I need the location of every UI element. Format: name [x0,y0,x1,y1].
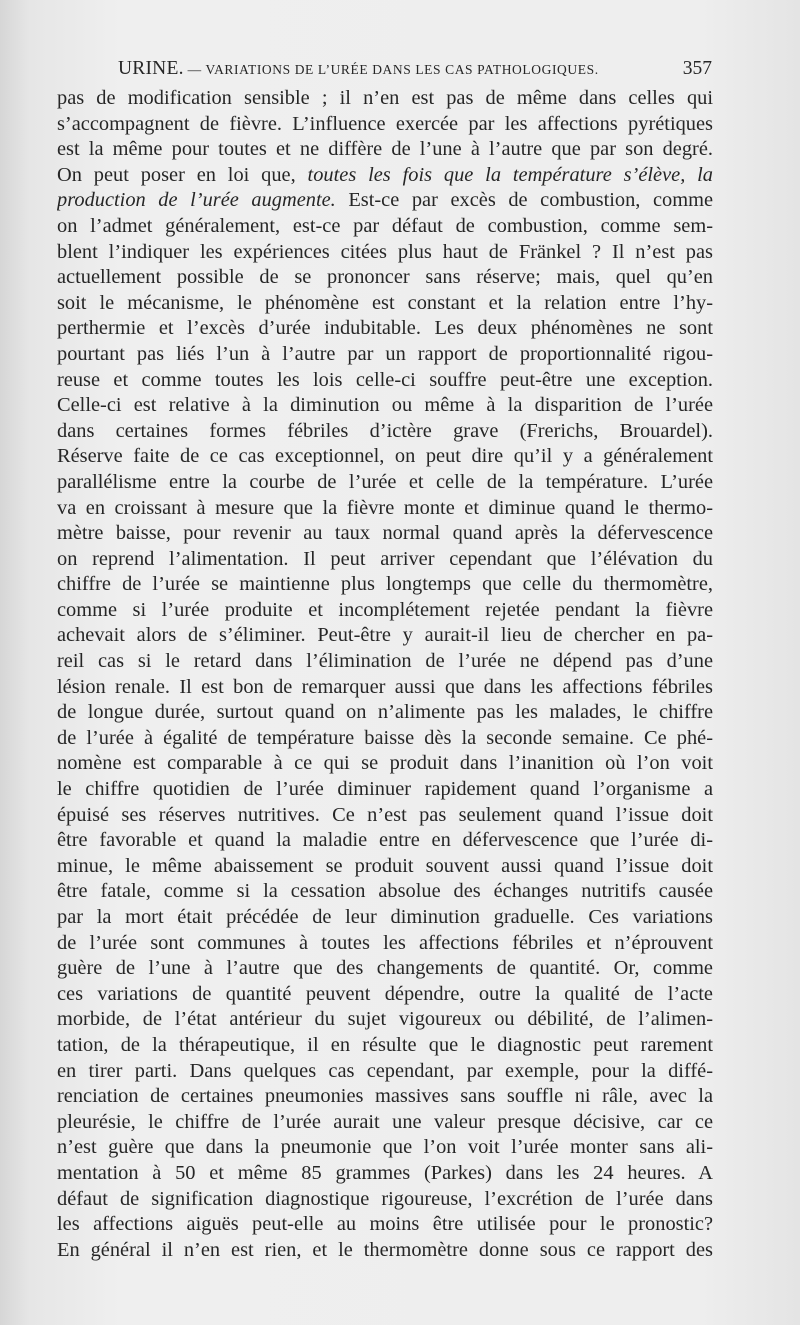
text-run: blent l’indiquer les expériences citées plus haut de Fränkel ? Il n’est pas [57,240,713,263]
text-run: dans certaines formes fébriles d’ictère grave (Frerichs, Brouardel). [57,419,713,442]
text-line [57,521,713,547]
text-line [57,1135,713,1161]
text-run: en tirer parti. Dans quelques cas cependant, par exemple, pour la diffé- [57,1059,713,1082]
text-line [57,1059,713,1085]
text-run: Réserve faite de ce cas exceptionnel, on peut dire qu’il y a généralement [57,445,713,468]
text-line [57,444,713,470]
text-line [57,419,713,445]
text-run: de longue durée, surtout quand on n’alimente pas les malades, le chiffre [57,701,713,724]
text-line [57,1033,713,1059]
text-line [57,905,713,931]
text-line [57,265,713,291]
text-line [57,1238,713,1264]
text-run: de l’urée à égalité de température baisse dès la seconde semaine. Ce phé- [57,726,713,749]
text-run: chiffre de l’urée se maintienne plus longtemps que celle du thermomètre, [57,573,713,596]
text-line [57,879,713,905]
text-line [57,1084,713,1110]
text-run: renciation de certaines pneumonies massives sans souffle ni râle, avec la [57,1085,713,1108]
text-line [57,700,713,726]
text-line [57,598,713,624]
text-run: les affections aiguës peut-elle au moins être utilisée pour le pronostic? [57,1213,713,1236]
text-run: reuse et comme toutes les lois celle-ci souffre peut-être une exception. [57,368,713,391]
text-line [57,956,713,982]
text-run: va en croissant à mesure que la fièvre monte et diminue quand le thermo- [57,496,713,519]
text-run: n’est guère que dans la pneumonie que l’on voit l’urée monter sans ali- [57,1136,713,1159]
text-run: pas de modification sensible ; il n’en est pas de même dans celles qui [57,87,713,109]
text-line [57,240,713,266]
text-line [57,803,713,829]
text-line [57,572,713,598]
text-line [57,112,713,138]
text-line [57,623,713,649]
text-line [57,547,713,573]
text-run: mentation à 50 et même 85 grammes (Parkes) dans les 24 heures. A [57,1161,713,1184]
text-run: guère de l’une à l’autre que des changements de quantité. Or, comme [57,957,713,980]
text-line [57,1187,713,1213]
text-run: perthermie et l’excès d’urée indubitable. Les deux phénomènes ne sont [57,317,713,340]
text-run: actuellement possible de se prononcer sans réserve; mais, quel qu’en [57,266,713,289]
text-run: être fatale, comme si la cessation absolue des échanges nutritifs causée [57,880,713,903]
text-line [57,1110,713,1136]
text-line [57,214,713,240]
text-line [57,828,713,854]
text-line [57,726,713,752]
running-title [118,58,599,80]
text-run: lésion renale. Il est bon de remarquer aussi que dans les affections fébriles [57,675,713,698]
text-run: s’accompagnent de fièvre. L’influence exercée par les affections pyrétiques [57,112,713,135]
text-run: reil cas si le retard dans l’élimination de l’urée ne dépend pas d’une [57,650,713,673]
italic-text: production de l’urée augmente. [57,189,336,212]
text-line [57,137,713,163]
text-run: parallélisme entre la courbe de l’urée et celle de la température. L’urée [57,470,713,493]
text-line [57,931,713,957]
text-line [57,188,713,214]
text-run: par la mort était précédée de leur diminution graduelle. Ces variations [57,906,713,928]
running-header [118,58,712,88]
italic-text: toutes les fois que la température s’élève, la [307,163,713,186]
text-line [57,368,713,394]
text-run: de l’urée sont communes à toutes les affections fébriles et n’éprouvent [57,931,713,954]
text-line [57,1212,713,1238]
text-run: est la même pour toutes et ne diffère de l’une à l’autre que par son degré. [57,138,713,161]
body-text [57,86,713,1263]
text-run: épuisé ses réserves nutritives. Ce n’est pas seulement quand l’issue doit [57,803,713,826]
text-run: comme si l’urée produite et incomplétement rejetée pendant la fièvre [57,598,713,621]
text-line [57,675,713,701]
text-run: morbide, de l’état antérieur du sujet vigoureux ou débilité, de l’alimen- [57,1008,713,1031]
running-title-subtitle: — VARIATIONS DE L’URÉE DANS LES CAS PATHOLOGIQUES. [183,62,599,77]
text-line [57,496,713,522]
page-number: 357 [682,58,712,79]
text-run: tation, de la thérapeutique, il en résulte que le diagnostic peut rarement [57,1033,713,1056]
text-run: Celle-ci est relative à la diminution ou même à la disparition de l’urée [57,394,713,417]
text-run: achevait alors de s’éliminer. Peut-être y aurait-il lieu de chercher en pa- [57,624,713,647]
text-run: On peut poser en loi que, [57,163,308,186]
text-line [57,291,713,317]
text-run: on reprend l’alimentation. Il peut arriver cependant que l’élévation du [57,547,713,570]
text-run: En général il n’en est rien, et le thermomètre donne sous ce rapport des [57,1238,713,1261]
text-line [57,649,713,675]
text-line [57,163,713,189]
text-run: on l’admet généralement, est-ce par défaut de combustion, comme sem- [57,214,713,237]
text-run: être favorable et quand la maladie entre en défervescence que l’urée di- [57,829,713,852]
text-run: mètre baisse, pour revenir au taux normal quand après la défervescence [57,522,713,545]
text-line [57,342,713,368]
text-line [57,854,713,880]
text-run: pleurésie, le chiffre de l’urée aurait une valeur presque décisive, car ce [57,1110,713,1133]
text-line [57,982,713,1008]
text-run: le chiffre quotidien de l’urée diminuer rapidement quand l’organisme a [57,778,713,801]
text-line [57,393,713,419]
text-run: ces variations de quantité peuvent dépendre, outre la qualité de l’acte [57,982,713,1005]
text-line [57,316,713,342]
text-line [57,751,713,777]
text-run: Est-ce par excès de combustion, comme [335,189,713,212]
text-line [57,777,713,803]
text-run: défaut de signification diagnostique rigoureuse, l’excrétion de l’urée dans [57,1187,713,1210]
text-line [57,1161,713,1187]
text-run: nomène est comparable à ce qui se produit dans l’inanition où l’on voit [57,752,713,775]
text-line [57,1007,713,1033]
text-line [57,86,713,112]
text-run: pourtant pas liés l’un à l’autre par un rapport de proportionnalité rigou- [57,342,713,365]
text-run: soit le mécanisme, le phénomène est constant et la relation entre l’hy- [57,291,713,314]
text-line [57,470,713,496]
running-title-main: URINE. [118,58,184,79]
text-run: minue, le même abaissement se produit souvent aussi quand l’issue doit [57,854,713,877]
